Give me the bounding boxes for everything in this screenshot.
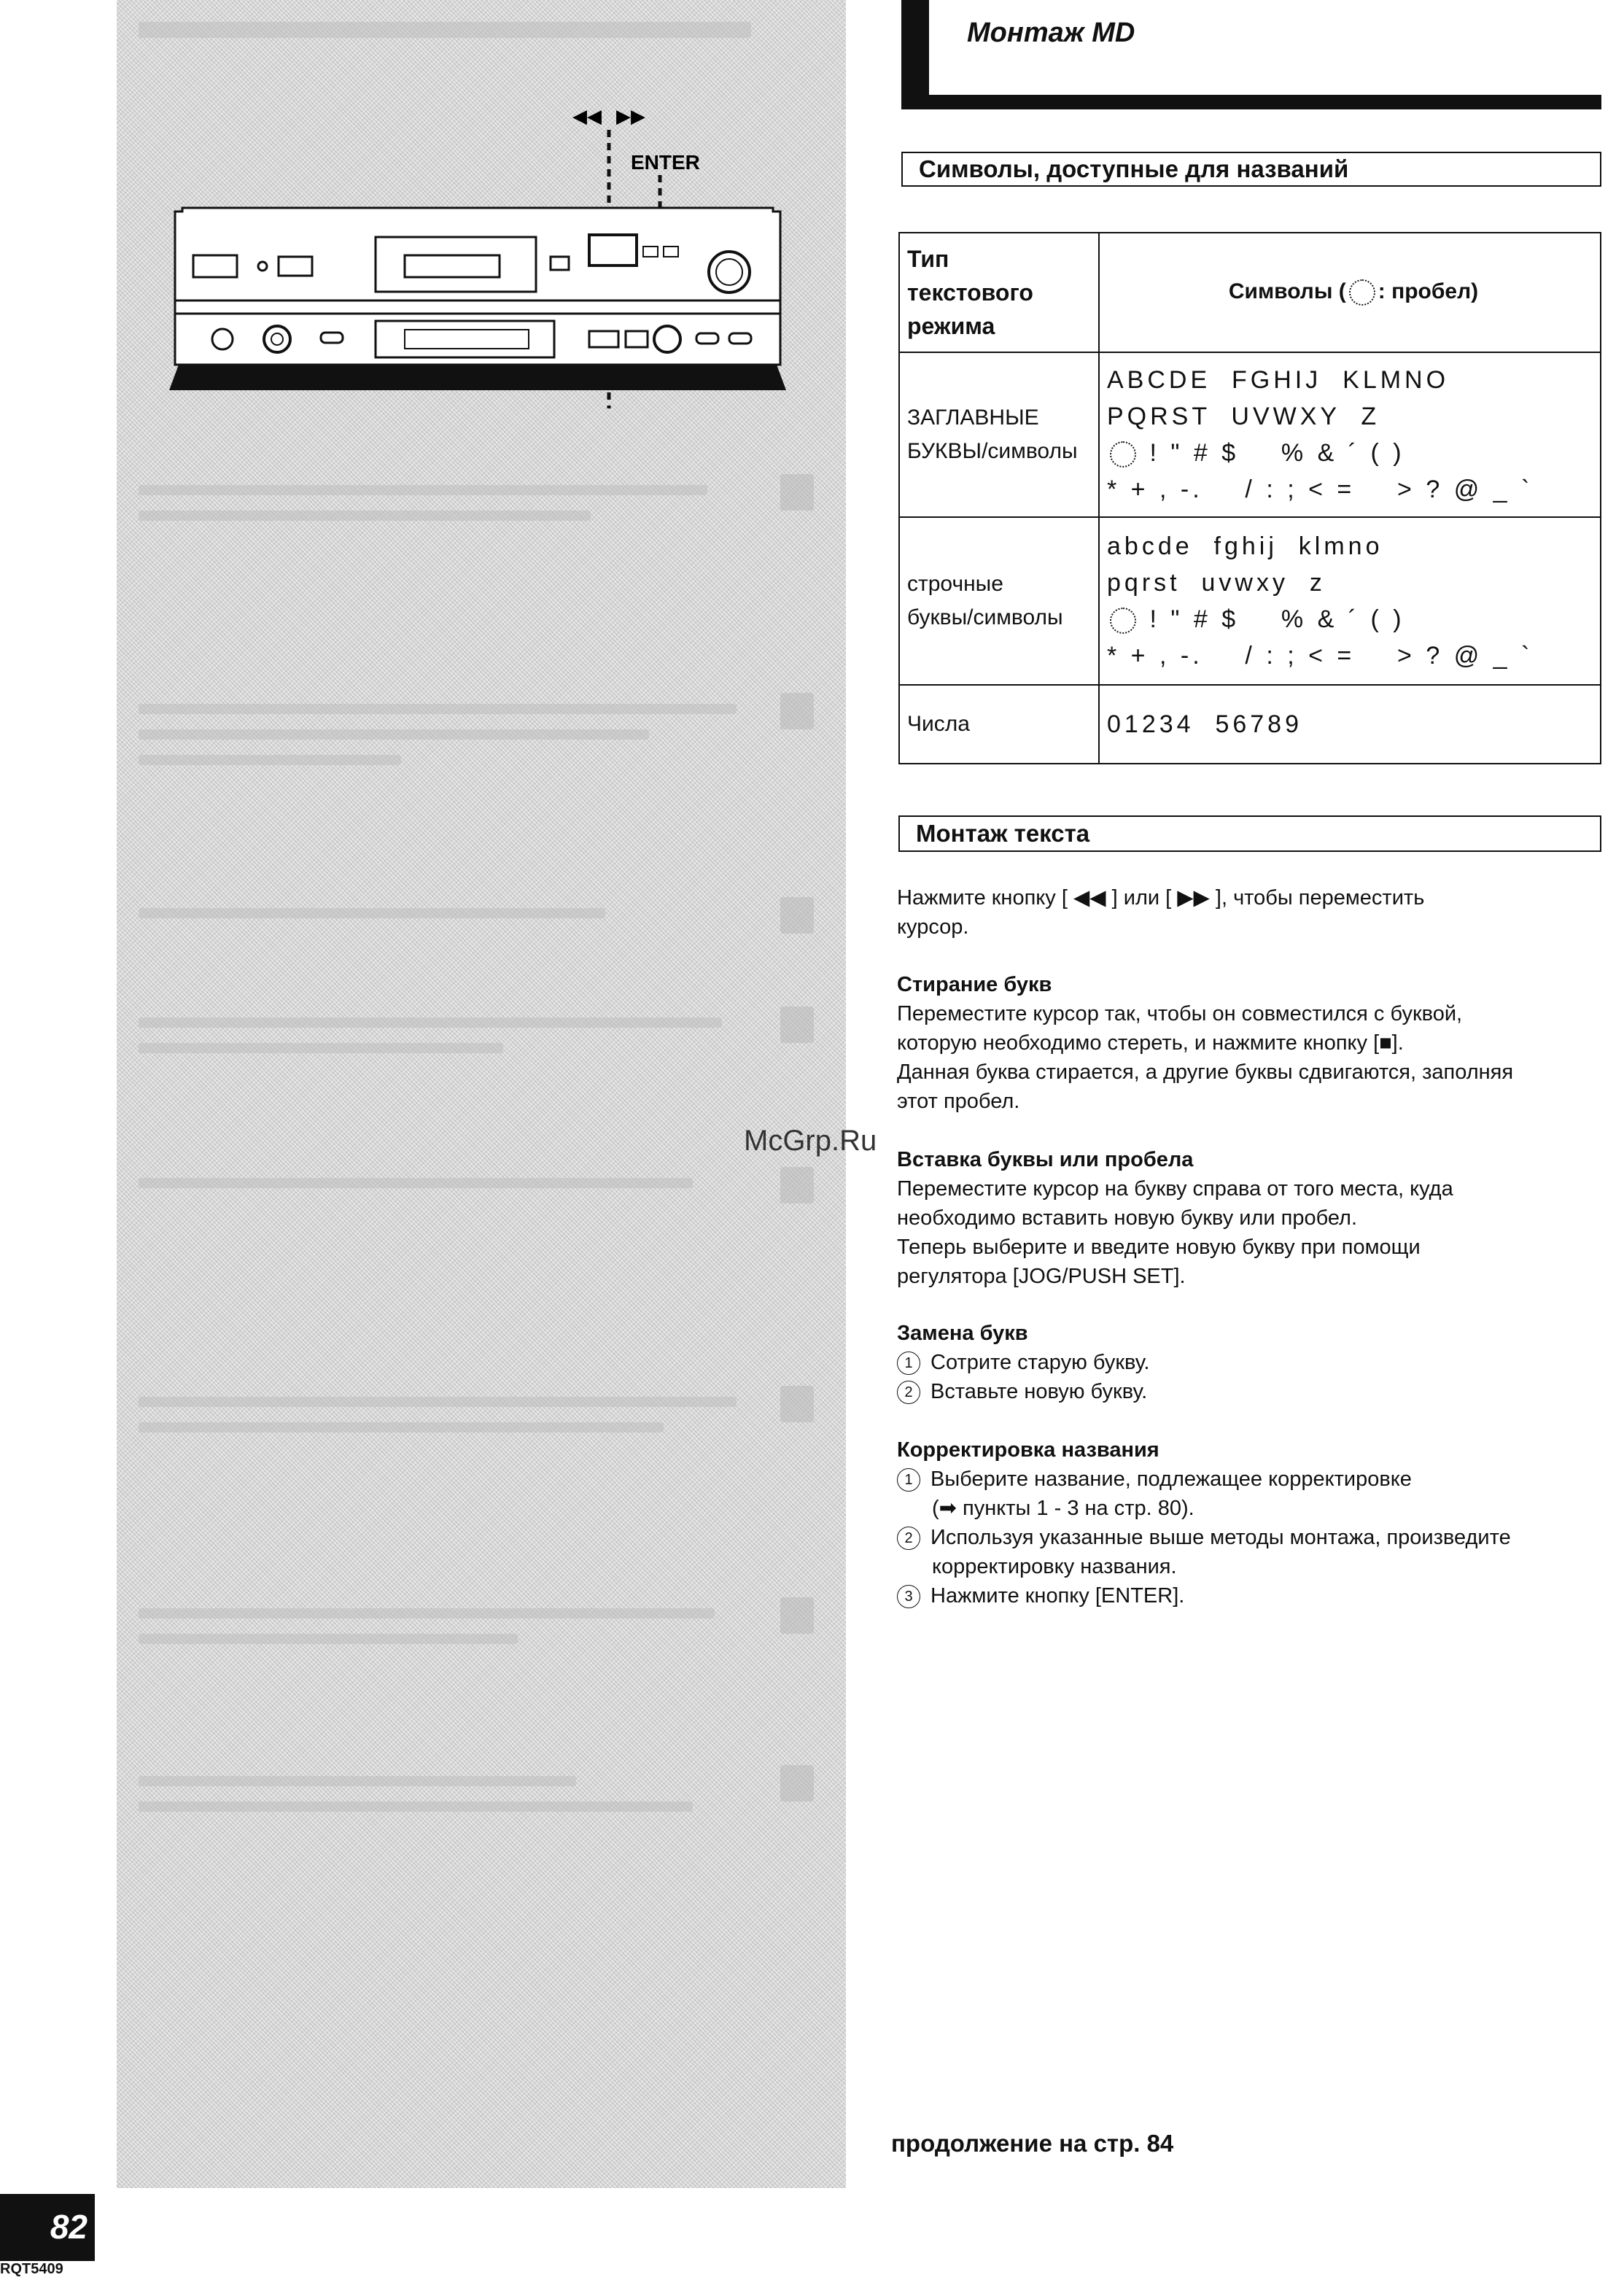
continue-note: продолжение на стр. 84 <box>891 2130 1174 2157</box>
table-header-row <box>899 233 1601 352</box>
correct-section: Корректировка названия 1 Выберите название, подлежащее корректировке (➡ пункты 1 - 3 на стр. 80). 2 Используя указанные выше методы монтажа, произведите корректировку названия. 3 Нажмите кнопку [ENTER]. <box>897 1435 1597 1610</box>
insert-heading: Вставка буквы или пробела <box>897 1148 1194 1171</box>
row-label-uppercase: ЗАГЛАВНЫЕ БУКВЫ/символы <box>899 352 1099 517</box>
replace-heading: Замена букв <box>897 1322 1028 1345</box>
stop-icon: ■ <box>153 102 154 103</box>
space-symbol-icon <box>1110 441 1136 468</box>
step-number: 1 <box>897 1352 920 1375</box>
row-label-numbers: Числа <box>899 685 1099 764</box>
correct-heading: Корректировка названия <box>897 1438 1159 1462</box>
watermark: McGrp.Ru <box>744 1125 877 1157</box>
section-title-text-editing: Монтаж текста <box>898 815 1601 852</box>
step-number: 2 <box>897 1527 920 1550</box>
erase-section: Стирание букв Переместите курсор так, чтобы он совместился с буквой, которую необходимо стереть, и нажмите кнопку [■]. Данная буква стирается, а другие буквы сдвигаются, заполняя этот пробел. <box>897 970 1597 1116</box>
page-title: Монтаж MD <box>967 18 1135 48</box>
step-number: 3 <box>897 1585 920 1608</box>
erase-heading: Стирание букв <box>897 973 1052 996</box>
section-title-characters: Символы, доступные для названий <box>901 152 1601 187</box>
replace-section: Замена букв 1 Сотрите старую букву. 2 Вставьте новую букву. <box>897 1319 1597 1406</box>
step-number: 2 <box>897 1381 920 1404</box>
header-rule <box>901 95 1601 109</box>
space-symbol-icon <box>1110 608 1136 634</box>
rewind-icon: ◀◀ <box>572 106 602 128</box>
row-symbols-numbers: 01234 56789 <box>1099 685 1601 764</box>
step-number: 1 <box>897 1468 920 1492</box>
table-row <box>899 352 1601 517</box>
intro-paragraph: Нажмите кнопку [ ◀◀ ] или [ ▶▶ ], чтобы переместить курсор. <box>897 886 1425 939</box>
table-row <box>899 517 1601 685</box>
row-symbols-uppercase: ABCDE FGHIJ KLMNO PQRST UVWXY Z ! " # $ % & ´ ( ) * + , -. / : ; < = > ? @ _ ` <box>1099 352 1601 517</box>
enter-label: ENTER <box>631 151 700 174</box>
header-block <box>901 0 929 109</box>
insert-section: Вставка буквы или пробела Переместите курсор на букву справа от того места, куда необходимо вставить новую букву или пробел. Теперь выберите и введите новую букву при помощи регулятора [JOG/PUSH SET]. <box>897 1145 1597 1291</box>
characters-table <box>898 232 1601 764</box>
page-number: 82 <box>0 2194 95 2261</box>
table-row <box>899 685 1601 764</box>
row-label-lowercase: строчные буквы/символы <box>899 517 1099 685</box>
document-code: RQT5409 <box>0 2261 63 2277</box>
space-symbol-icon <box>1349 279 1375 306</box>
ffwd-icon: ▶▶ <box>616 106 645 128</box>
table-header-symbols: Символы ( : пробел) <box>1099 233 1601 352</box>
table-header-type: Тип текстового режима <box>899 233 1099 352</box>
row-symbols-lowercase: abcde fghij klmno pqrst uvwxy z ! " # $ % & ´ ( ) * + , -. / : ; < = > ? @ _ ` <box>1099 517 1601 685</box>
md-deck-illustration <box>153 102 795 408</box>
